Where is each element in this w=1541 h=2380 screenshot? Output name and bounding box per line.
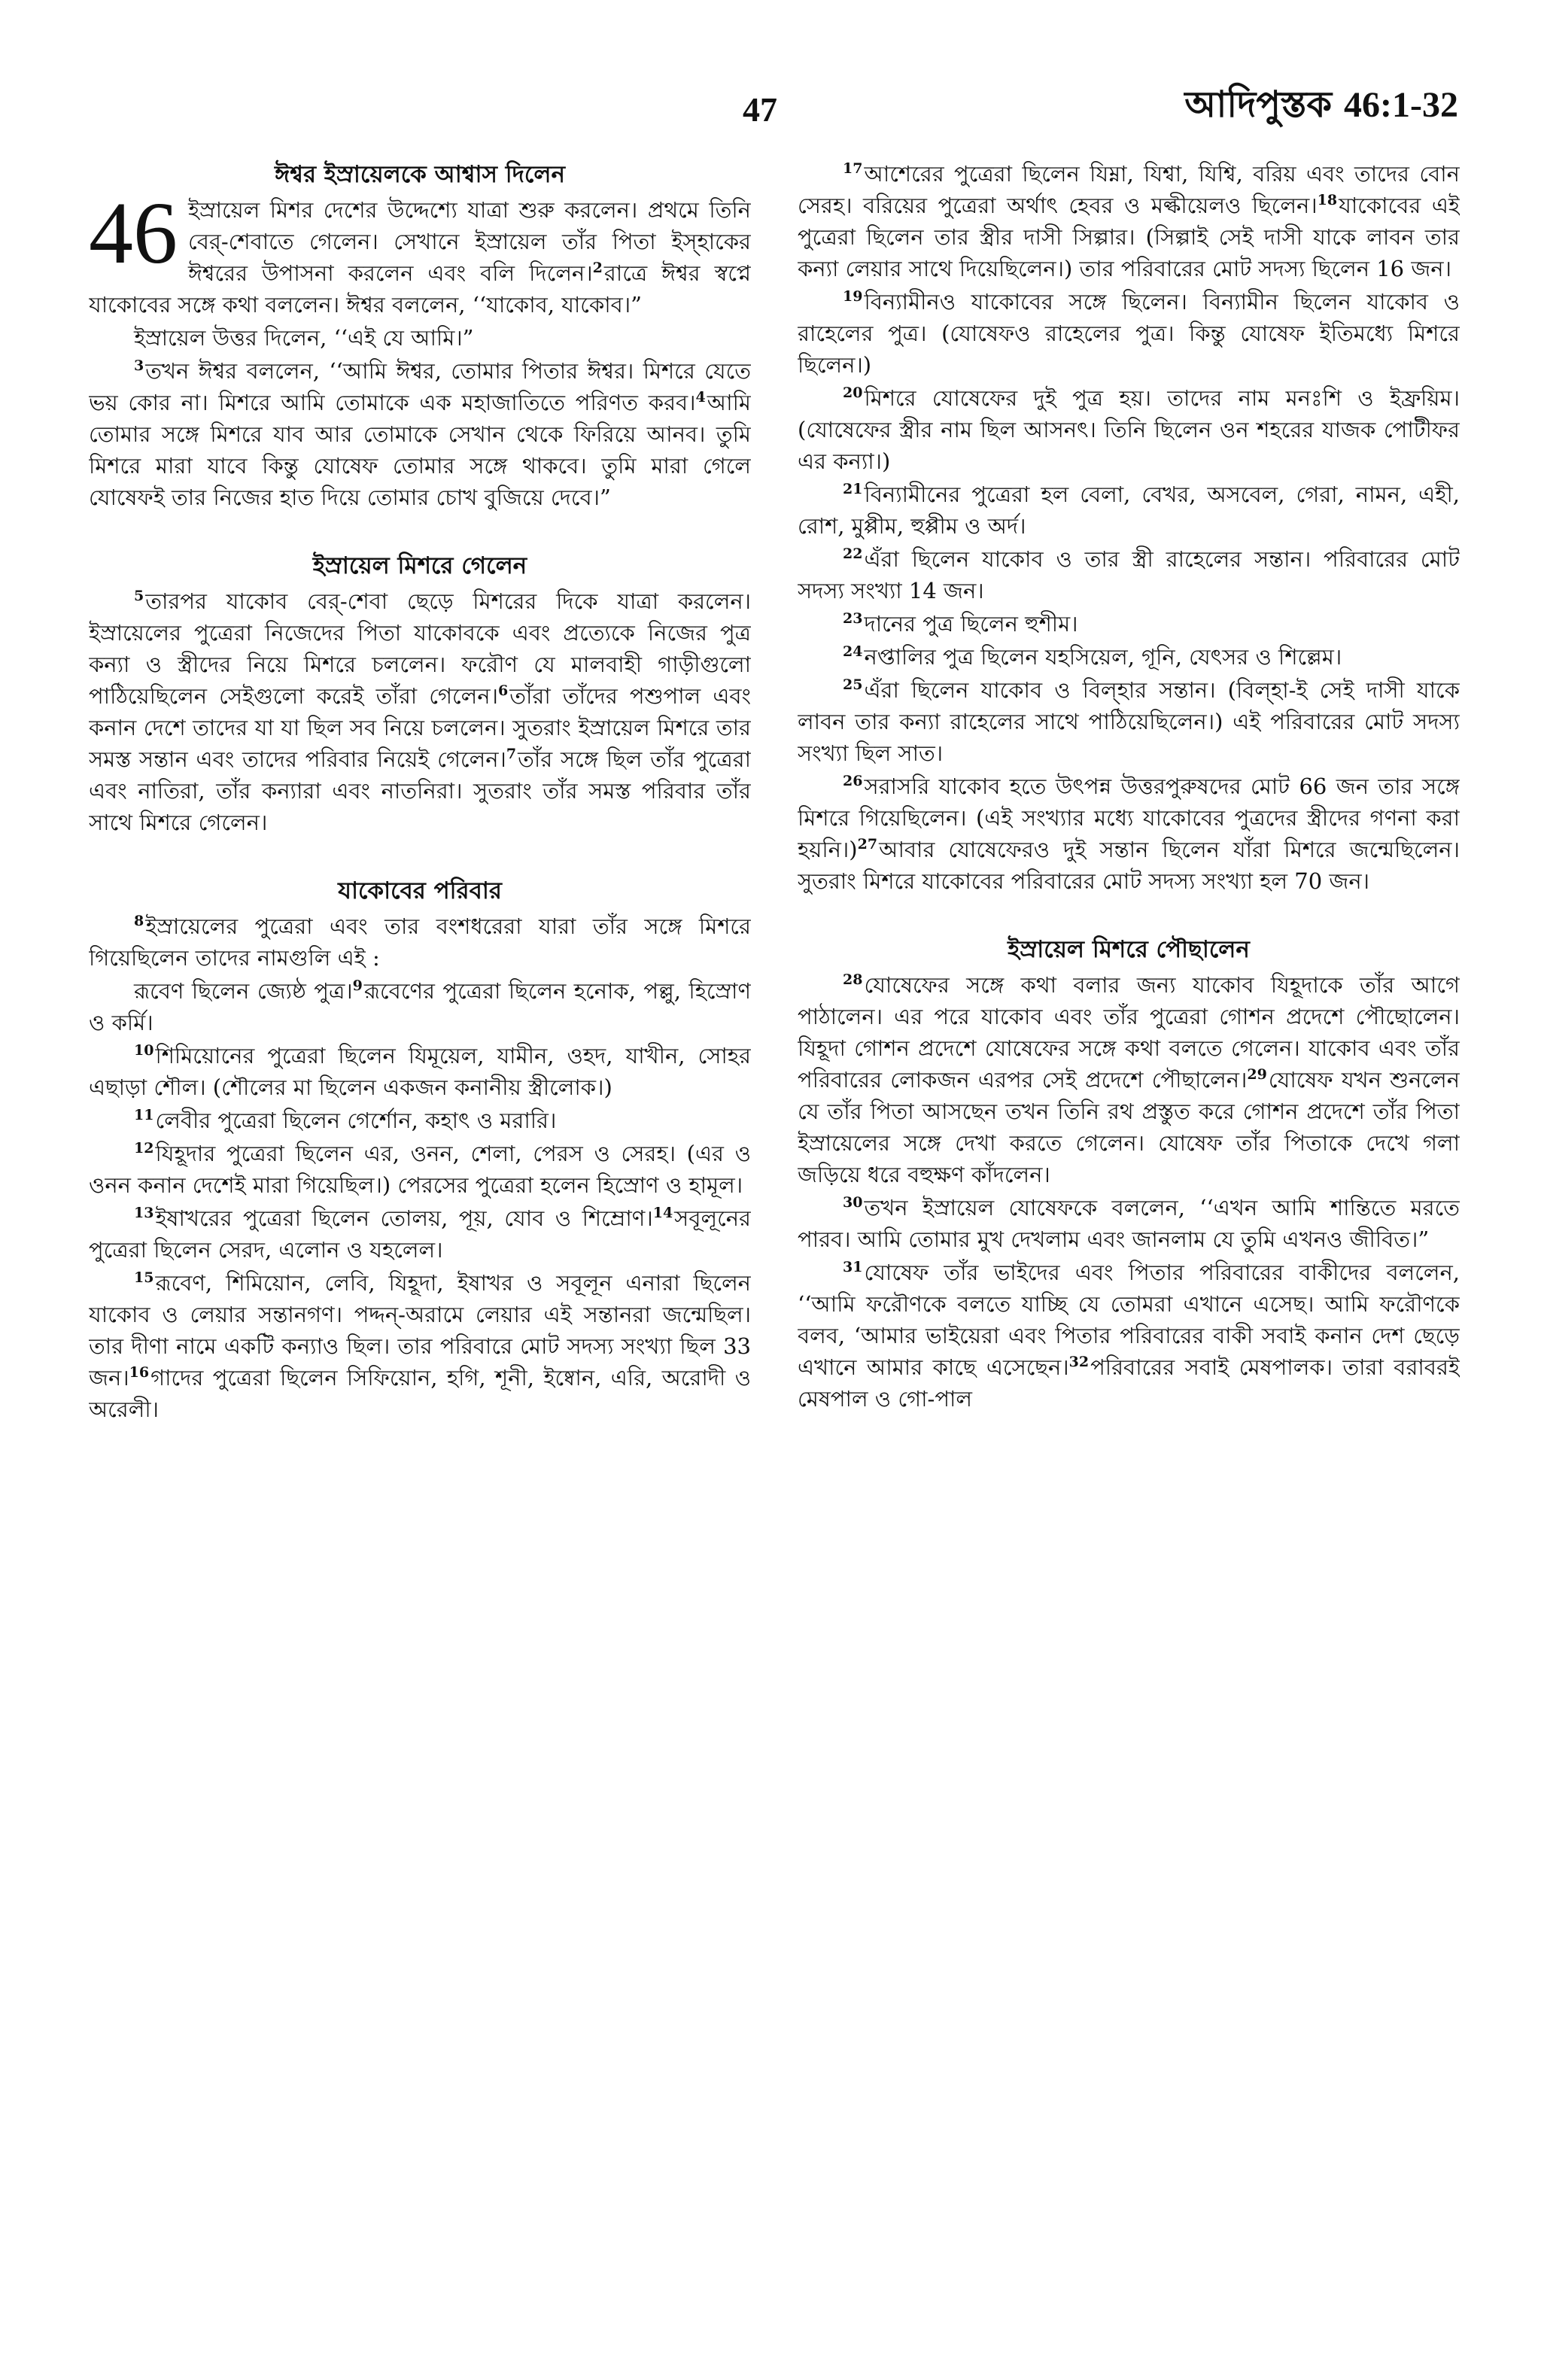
verse-text: যিহূদার পুত্রেরা ছিলেন এর, ওনন, শেলা, পেরস ও সেরহ। (এর ও ওনন কনান দেশেই মারা গিয়েছিল।) পেরসের পুত্রেরা হলেন হিস্রোণ ও হামূল। bbox=[89, 1141, 751, 1198]
verse-text: ইষাখরের পুত্রেরা ছিলেন তোলয়, পূয়, যোব ও শিম্রোণ। bbox=[155, 1205, 653, 1231]
verse-text: সবূলূনের পুত্রেরা ছিলেন সেরদ, এলোন ও যহলেল। bbox=[89, 1205, 751, 1263]
verse-number: 9 bbox=[352, 977, 363, 995]
paragraph bbox=[798, 641, 1460, 673]
verse-text: শিমিয়োনের পুত্রেরা ছিলেন যিমূয়েল, যামীন, ওহদ, যাখীন, সোহর এছাড়া শৌল। (শৌলের মা ছিলেন একজন কনানীয় স্ত্রীলোক।) bbox=[89, 1043, 751, 1100]
verse-number: 4 bbox=[695, 389, 706, 406]
verse-number: 23 bbox=[843, 610, 863, 628]
section-heading: যাকোবের পরিবার bbox=[338, 877, 502, 904]
paragraph bbox=[89, 975, 751, 1038]
verse-text: তখন ইস্রায়েল যোষেফকে বললেন, ‘‘এখন আমি শান্তিতে মরতে পারব। আমি তোমার মুখ দেখলাম এবং জানলাম যে তুমি এখনও জীবিত।” bbox=[798, 1195, 1460, 1252]
verse-number: 11 bbox=[134, 1107, 154, 1124]
right-column bbox=[798, 158, 1460, 2340]
verse-text: সরাসরি যাকোব হতে উৎপন্ন উত্তরপুরুষদের মোট 66 জন তার সঙ্গে মিশরে গিয়েছিলেন। (এই সংখ্যার মধ্যে যাকোবের পুত্রদের স্ত্রীদের গণনা করা হয়নি।) bbox=[798, 774, 1460, 862]
verse-number: 15 bbox=[134, 1269, 154, 1287]
verse-text: এঁরা ছিলেন যাকোব ও বিল্হার সন্তান। (বিল্হা-ই সেই দাসী যাকে লাবন তার কন্যা রাহেলের সাথে পাঠিয়েছিলেন।) এই পরিবারের মোট সদস্য সংখ্যা ছিল সাত। bbox=[798, 677, 1460, 766]
chapter-verse-range: 46:1-32 bbox=[1344, 85, 1458, 125]
verse-text: নপ্তালির পুত্র ছিলেন যহসিয়েল, গূনি, যেৎসর ও শিল্লেম। bbox=[864, 644, 1342, 670]
verse-number: 29 bbox=[1247, 1066, 1267, 1084]
verse-number: 12 bbox=[134, 1140, 154, 1157]
paragraph bbox=[89, 184, 751, 321]
verse-text: লেবীর পুত্রেরা ছিলেন গের্শোন, কহাৎ ও মরারি। bbox=[155, 1108, 557, 1133]
verse-number: 19 bbox=[843, 288, 863, 305]
paragraph bbox=[89, 1202, 751, 1266]
chapter-number: 46 bbox=[89, 184, 178, 282]
verse-text: আশেরের পুত্রেরা ছিলেন যিম্না, যিশ্বা, যিশ্বি, বরিয় এবং তাদের বোন সেরহ। বরিয়ের পুত্রেরা অর্থাৎ হেবর ও মল্কীয়েলও ছিলেন। bbox=[798, 161, 1460, 218]
verse-number: 10 bbox=[134, 1042, 154, 1059]
verse-number: 22 bbox=[843, 546, 863, 563]
verse-text: এঁরা ছিলেন যাকোব ও তার স্ত্রী রাহেলের সন্তান। পরিবারের মোট সদস্য সংখ্যা 14 জন। bbox=[798, 546, 1460, 603]
page-number: 47 bbox=[743, 90, 777, 129]
section-heading: ইস্রায়েল মিশরে পৌছালেন bbox=[1008, 936, 1250, 963]
book-title: আদিপুস্তক bbox=[1184, 85, 1333, 125]
verse-number: 6 bbox=[497, 682, 509, 700]
section-heading: ঈশ্বর ইস্রায়েলকে আশ্বাস দিলেন bbox=[275, 161, 565, 188]
verse-number: 28 bbox=[843, 971, 863, 989]
paragraph bbox=[89, 355, 751, 513]
paragraph bbox=[798, 1257, 1460, 1415]
verse-number: 3 bbox=[134, 357, 144, 375]
verse-text: রূবেণের পুত্রেরা ছিলেন হনোক, পল্লু, হিস্রোণ ও কর্মি। bbox=[89, 978, 751, 1035]
verse-text: গাদের পুত্রেরা ছিলেন সিফিয়োন, হগি, শূনী, ইষ্বোন, এরি, অরোদী ও অরেলী। bbox=[89, 1365, 751, 1422]
verse-text: তাঁর সঙ্গে ছিল তাঁর পুত্রেরা এবং নাতিরা, তাঁর কন্যারা এবং নাতনিরা। সুতরাং তাঁর সমস্ত পরিবার তাঁর সাথে মিশরে গেলেন। bbox=[89, 746, 751, 835]
verse-number: 27 bbox=[857, 836, 878, 853]
verse-text: যাকোবের এই পুত্রেরা ছিলেন তার স্ত্রীর দাসী সিল্পার। (সিল্পাই সেই দাসী যাকে লাবন তার কন্যা লেয়ার সাথে দিয়েছিলেন।) তার পরিবারের মোট সদস্য ছিলেন 16 জন। bbox=[798, 193, 1460, 281]
paragraph bbox=[89, 1040, 751, 1103]
verse-text: তাঁরা তাঁদের পশুপাল এবং কনান দেশে তাদের যা যা ছিল সব নিয়ে চললেন। সুতরাং ইস্রায়েল মিশরে তার সমস্ত সন্তান এবং তাদের পরিবার নিয়েই গেলেন। bbox=[89, 683, 751, 772]
verse-number: 16 bbox=[129, 1364, 150, 1381]
verse-text: মিশরে যোষেফের দুই পুত্র হয়। তাদের নাম মনঃশি ও ইফ্রয়িম। (যোষেফের স্ত্রীর নাম ছিল আসনৎ। তিনি ছিলেন ওন শহরের যাজক পোটীফর এর কন্যা।) bbox=[798, 385, 1460, 474]
paragraph bbox=[89, 910, 751, 974]
paragraph bbox=[798, 286, 1460, 381]
verse-number: 13 bbox=[134, 1205, 154, 1222]
verse-number: 8 bbox=[134, 913, 144, 930]
verse-text: তখন ঈশ্বর বললেন, ‘‘আমি ঈশ্বর, তোমার পিতার ঈশ্বর। মিশরে যেতে ভয় কোর না। মিশরে আমি তোমাকে এক মহাজাতিতে পরিণত করব। bbox=[89, 358, 751, 415]
verse-text: রাত্রে ঈশ্বর স্বপ্নে যাকোবের সঙ্গে কথা বললেন। ঈশ্বর বললেন, ‘‘যাকোব, যাকোব।” bbox=[89, 260, 751, 318]
paragraph bbox=[798, 543, 1460, 606]
verse-text: যোষেফ যখন শুনলেন যে তাঁর পিতা আসছেন তখন তিনি রথ প্রস্তুত করে গোশন প্রদেশে তাঁর পিতা ইস্রায়েলের সঙ্গে দেখা করতে গেলেন। যোষেফ তাঁর পিতাকে দেখে গলা জড়িয়ে ধরে বহুক্ষণ কাঁদলেন। bbox=[798, 1067, 1460, 1187]
running-head bbox=[1184, 83, 1458, 128]
verse-number: 2 bbox=[592, 260, 603, 277]
paragraph bbox=[798, 382, 1460, 477]
verse-text: আমি তোমার সঙ্গে মিশরে যাব আর তোমাকে সেখান থেকে ফিরিয়ে আনব। তুমি মিশরে মারা যাবে কিন্তু যোষেফ তোমার সঙ্গে থাকবে। তুমি মারা গেলে যোষেফই তার নিজের হাত দিয়ে তোমার চোখ বুজিয়ে দেবে।” bbox=[89, 390, 751, 510]
verse-text: বিন্যামীনও যাকোবের সঙ্গে ছিলেন। বিন্যামীন ছিলেন যাকোব ও রাহেলের পুত্র। (যোষেফও রাহেলের পুত্র। কিন্তু যোষেফ ইতিমধ্যে মিশরে ছিলেন।) bbox=[798, 289, 1460, 378]
paragraph bbox=[89, 1138, 751, 1201]
verse-text: রূবেণ ছিলেন জ্যেষ্ঠ পুত্র। bbox=[134, 978, 353, 1004]
paragraph bbox=[798, 479, 1460, 542]
paragraph bbox=[798, 158, 1460, 284]
verse-text: যোষেফের সঙ্গে কথা বলার জন্য যাকোব যিহূদাকে তাঁর আগে পাঠালেন। এর পরে যাকোব এবং তাঁর পুত্রেরা গোশন প্রদেশে পৌছোলেন। যিহূদা গোশন প্রদেশে যোষেফের সঙ্গে কথা বলতে গেলেন। যাকোব এবং তাঁর পরিবারের লোকজন এরপর সেই প্রদেশে পৌছালেন। bbox=[798, 972, 1460, 1093]
paragraph bbox=[798, 674, 1460, 769]
section-heading: ইস্রায়েল মিশরে গেলেন bbox=[312, 552, 527, 579]
verse-number: 17 bbox=[843, 160, 863, 178]
verse-number: 14 bbox=[652, 1205, 673, 1222]
verse-number: 30 bbox=[843, 1194, 863, 1211]
verse-text: দানের পুত্র ছিলেন হুশীম। bbox=[864, 611, 1078, 637]
verse-text: রূবেণ, শিমিয়োন, লেবি, যিহূদা, ইষাখর ও সবূলূন এনারা ছিলেন যাকোব ও লেয়ার সন্তানগণ। পদ্দন্-অরামে লেয়ার এই সন্তানরা জন্মেছিল। তার দীণা নামে একটি কন্যাও ছিল। তার পরিবারে মোট সদস্য সংখ্যা ছিল 33 জন। bbox=[89, 1270, 751, 1391]
verse-number: 31 bbox=[843, 1259, 863, 1276]
verse-text: যোষেফ তাঁর ভাইদের এবং পিতার পরিবারের বাকীদের বললেন, ‘‘আমি ফরৌণকে বলতে যাচ্ছি যে তোমরা এখানে এসেছ। আমি ফরৌণকে বলব, ‘আমার ভাইয়েরা এবং পিতার পরিবারের বাকী সবাই কনান দেশ ছেড়ে এখানে আমার কাছে এসেছেন। bbox=[798, 1260, 1460, 1380]
verse-text: ইস্রায়েল উত্তর দিলেন, ‘‘এই যে আমি।” bbox=[134, 325, 474, 351]
verse-number: 18 bbox=[1317, 192, 1338, 209]
paragraph bbox=[798, 1192, 1460, 1255]
paragraph bbox=[798, 969, 1460, 1190]
paragraph bbox=[798, 771, 1460, 897]
verse-text: বিন্যামীনের পুত্রেরা হল বেলা, বেখর, অসবেল, গেরা, নামন, এহী, রোশ, মুপ্পীম, হুপ্পীম ও অর্দ। bbox=[798, 482, 1460, 539]
paragraph bbox=[89, 585, 751, 838]
paragraph bbox=[89, 1105, 751, 1136]
paragraph bbox=[89, 1267, 751, 1425]
verse-number: 24 bbox=[843, 643, 863, 661]
verse-number: 21 bbox=[843, 481, 863, 498]
verse-text: ইস্রায়েলের পুত্রেরা এবং তার বংশধরেরা যারা তাঁর সঙ্গে মিশরে গিয়েছিলেন তাদের নামগুলি এই : bbox=[89, 913, 751, 971]
verse-number: 26 bbox=[843, 773, 863, 790]
verse-text: ইস্রায়েল মিশর দেশের উদ্দেশ্যে যাত্রা শুরু করলেন। প্রথমে তিনি বের্-শেবাতে গেলেন। সেখানে ইস্রায়েল তাঁর পিতা ইস্হাকের ঈশ্বরের উপাসনা করলেন এবং বলি দিলেন। bbox=[188, 197, 751, 286]
verse-text: পরিবারের সবাই মেষপালক। তারা বরাবরই মেষপাল ও গো-পাল bbox=[798, 1354, 1460, 1412]
verse-number: 20 bbox=[843, 385, 863, 402]
verse-number: 5 bbox=[134, 588, 144, 605]
verse-number: 32 bbox=[1068, 1354, 1090, 1371]
verse-number: 25 bbox=[843, 676, 863, 694]
left-column bbox=[89, 158, 751, 2340]
verse-number: 7 bbox=[506, 746, 517, 763]
verse-text: তারপর যাকোব বের্-শেবা ছেড়ে মিশরের দিকে যাত্রা করলেন। ইস্রায়েলের পুত্রেরা নিজেদের পিতা যাকোবকে এবং প্রত্যেকে নিজের পুত্র কন্যা ও স্ত্রীদের নিয়ে মিশরে চললেন। ফরৌণ যে মালবাহী গাড়ীগুলো পাঠিয়েছিলেন সেইগুলো করেই তাঁরা গেলেন। bbox=[89, 588, 751, 709]
paragraph bbox=[89, 322, 751, 354]
paragraph bbox=[798, 608, 1460, 640]
verse-text: আবার যোষেফেরও দুই সন্তান ছিলেন যাঁরা মিশরে জন্মেছিলেন। সুতরাং মিশরে যাকোবের পরিবারের মোট সদস্য সংখ্যা হল 70 জন। bbox=[798, 837, 1460, 894]
